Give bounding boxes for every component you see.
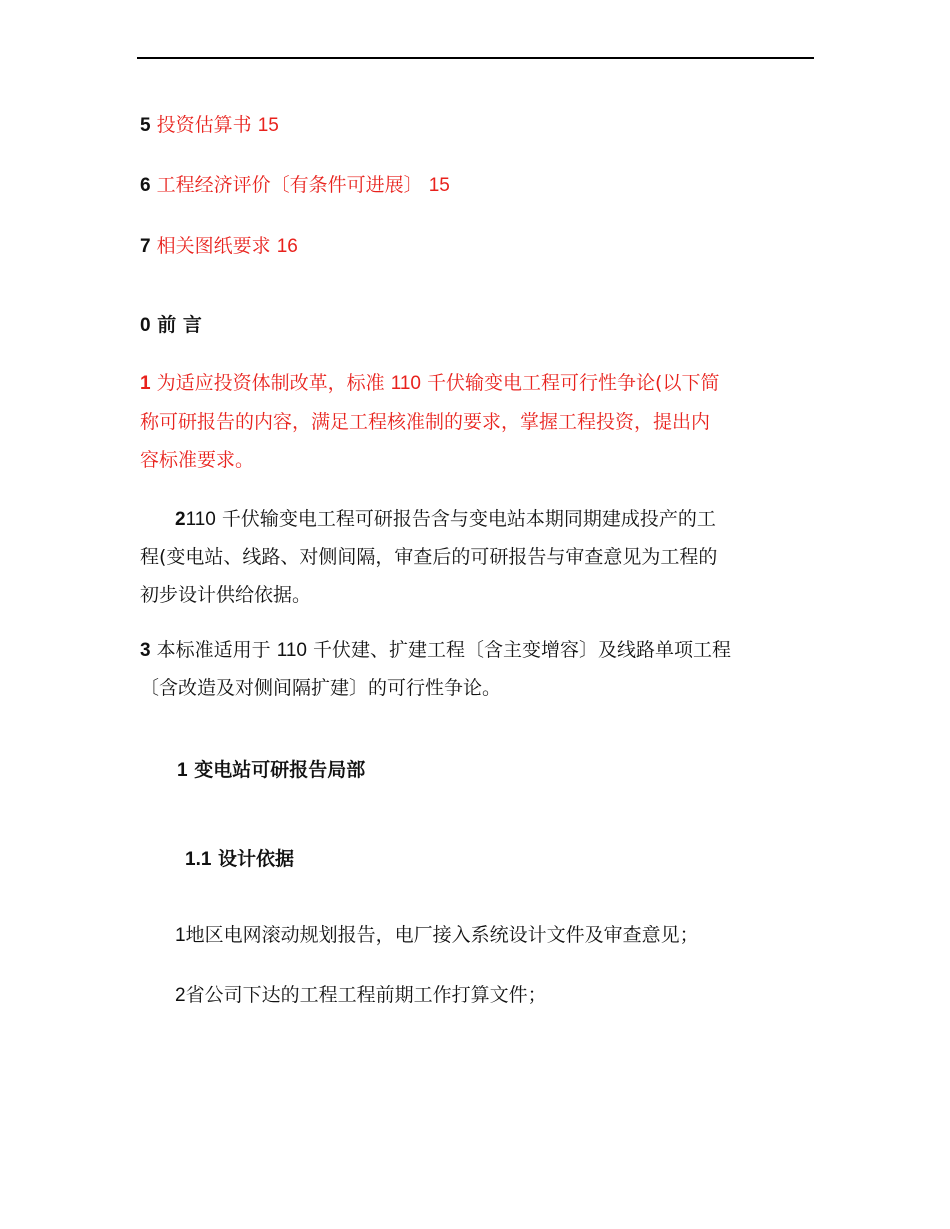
toc-entry-7 bbox=[140, 227, 298, 266]
list-item bbox=[175, 916, 699, 955]
item-number: 1 bbox=[175, 925, 186, 946]
para-text: 千伏建、扩建工程〔含主变增容〕及线路单项工程 bbox=[313, 639, 732, 661]
para2-line2: 程(变电站、线路、对侧间隔，审查后的可研报告与审查意见为工程的 bbox=[140, 546, 718, 568]
para-text: 千伏输变电工程可研报告含与变电站本期同期建成投产的工 bbox=[221, 508, 716, 530]
para1-line2: 称可研报告的内容，满足工程核准制的要求，掌握工程投资，提出内 bbox=[140, 411, 711, 433]
para1-line1 bbox=[140, 364, 719, 403]
heading-title: 设计依据 bbox=[218, 848, 295, 870]
para-text: 为适应投资体制改革，标准 bbox=[156, 372, 385, 394]
para3-line2: 〔含改造及对侧间隔扩建〕的可行性争论。 bbox=[140, 677, 502, 699]
para-text: 本标准适用于 bbox=[156, 639, 271, 661]
list-item bbox=[175, 976, 547, 1015]
toc-page: 15 bbox=[257, 115, 279, 136]
para3-line1 bbox=[140, 631, 731, 670]
toc-page: 16 bbox=[276, 236, 298, 257]
para2-line3: 初步设计供给依据。 bbox=[140, 584, 312, 606]
para-number: 3 bbox=[140, 640, 151, 661]
item-number: 2 bbox=[175, 985, 186, 1006]
header-rule bbox=[137, 57, 814, 59]
heading-number: 1 bbox=[177, 760, 188, 781]
toc-number: 5 bbox=[140, 115, 151, 136]
item-text: 地区电网滚动规划报告，电厂接入系统设计文件及审查意见； bbox=[185, 924, 699, 946]
heading-title: 变电站可研报告局部 bbox=[194, 759, 366, 781]
para-text: 千伏输变电工程可行性争论(以下简 bbox=[427, 372, 720, 394]
toc-number: 7 bbox=[140, 236, 151, 257]
heading-number: 0 bbox=[140, 315, 151, 336]
heading-number: 1.1 bbox=[185, 849, 212, 870]
item-text: 省公司下达的工程工程前期工作打算文件； bbox=[185, 984, 547, 1006]
toc-title: 相关图纸要求 bbox=[156, 235, 271, 257]
toc-title: 投资估算书 bbox=[156, 114, 252, 136]
para1-line3: 容标准要求。 bbox=[140, 449, 255, 471]
toc-number: 6 bbox=[140, 175, 151, 196]
toc-page: 15 bbox=[428, 175, 450, 196]
preface-heading bbox=[140, 306, 202, 345]
section-heading-1 bbox=[177, 751, 365, 790]
section-heading-1-1 bbox=[185, 840, 294, 879]
toc-entry-6 bbox=[140, 166, 450, 205]
para-number: 2 bbox=[175, 509, 186, 530]
para-number-inline: 110 bbox=[185, 509, 216, 530]
toc-title: 工程经济评价〔有条件可进展〕 bbox=[156, 174, 423, 196]
para-number: 1 bbox=[140, 373, 151, 394]
heading-title: 前 言 bbox=[157, 314, 202, 336]
para-number-inline: 110 bbox=[390, 373, 421, 394]
para2-line1 bbox=[175, 500, 716, 539]
toc-entry-5 bbox=[140, 106, 279, 145]
para-number-inline: 110 bbox=[276, 640, 307, 661]
